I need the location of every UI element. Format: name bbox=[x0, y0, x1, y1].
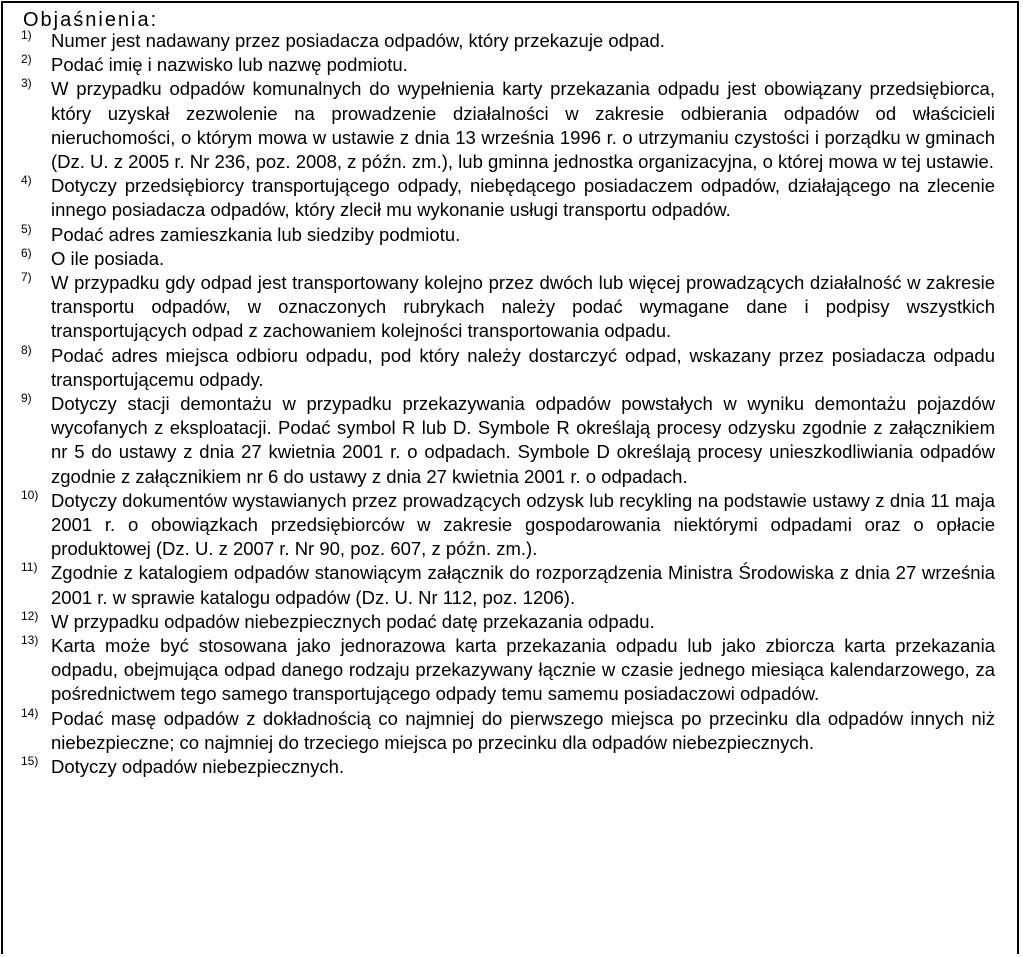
footnote-text: Dotyczy dokumentów wystawianych przez prowadzących odzysk lub recykling na podstawie ustawy z dnia 11 maja 2001 r. o obowiązkach przedsiębiorców w zakresie gospodarowania niektórymi odpadami oraz o opłacie produktowej (Dz. U. z 2007 r. Nr 90, poz. 607, z późn. zm.). bbox=[51, 489, 995, 560]
footnote-text: Zgodnie z katalogiem odpadów stanowiącym załącznik do rozporządzenia Ministra Środowiska z dnia 27 września 2001 r. w sprawie katalogu odpadów (Dz. U. Nr 112, poz. 1206). bbox=[51, 562, 995, 608]
footnote-item bbox=[21, 29, 995, 53]
footnote-number: 10) bbox=[21, 487, 39, 502]
footnote-number: 6) bbox=[21, 245, 32, 260]
footnote-number: 1) bbox=[21, 28, 32, 42]
footnote-text: Dotyczy odpadów niebezpiecznych. bbox=[51, 756, 345, 778]
footnote-number: 7) bbox=[21, 270, 32, 285]
footnote-item bbox=[21, 53, 995, 77]
footnote-number: 3) bbox=[21, 76, 32, 91]
footnote-item bbox=[21, 77, 995, 174]
footnote-number: 12) bbox=[21, 608, 39, 623]
footnote-text: W przypadku odpadów niebezpiecznych podać datę przekazania odpadu. bbox=[51, 610, 655, 632]
footnote-item bbox=[21, 707, 995, 755]
footnote-item bbox=[21, 271, 995, 344]
footnote-item bbox=[21, 174, 995, 222]
footnote-item bbox=[21, 634, 995, 707]
footnote-number: 4) bbox=[21, 173, 32, 188]
footnote-item bbox=[21, 344, 995, 392]
footnote-text: Podać imię i nazwisko lub nazwę podmiotu. bbox=[51, 54, 408, 76]
footnote-text: Dotyczy stacji demontażu w przypadku przekazywania odpadów powstałych w wyniku demontażu pojazdów wycofanych z eksploatacji. Podać symbol R lub D. Symbole R określają procesy odzysku zgodnie z załącznikiem nr 5 do ustawy z dnia 27 kwietnia 2001 r. o odpadach. Symbole D określają procesy unieszkodliwiania odpadów zgodnie z załącznikiem nr 6 do ustawy z dnia 27 kwietnia 2001 r. o odpadach. bbox=[51, 393, 995, 487]
footnote-number: 9) bbox=[21, 391, 32, 406]
footnote-item bbox=[21, 392, 995, 489]
footnote-number: 2) bbox=[21, 52, 32, 67]
footnotes-list bbox=[21, 29, 995, 779]
footnote-item bbox=[21, 223, 995, 247]
footnote-number: 14) bbox=[21, 705, 39, 720]
footnote-item bbox=[21, 247, 995, 271]
footnote-text: Dotyczy przedsiębiorcy transportującego odpady, niebędącego posiadaczem odpadów, działającego na zlecenie innego posiadacza odpadów, który zlecił mu wykonanie usługi transportu odpadów. bbox=[51, 175, 995, 221]
footnote-item bbox=[21, 755, 995, 779]
footnote-text: Podać adres zamieszkania lub siedziby podmiotu. bbox=[51, 223, 461, 245]
explanations-box bbox=[1, 1, 1019, 954]
footnote-text: Karta może być stosowana jako jednorazowa karta przekazania odpadu lub jako zbiorcza karta przekazania odpadu, obejmująca odpad danego rodzaju przekazywany łącznie w czasie jednego miesiąca kalendarzowego, za pośrednictwem tego samego transportującego odpady temu samemu posiadaczowi odpadów. bbox=[51, 635, 995, 705]
footnote-number: 13) bbox=[21, 633, 39, 648]
footnote-item bbox=[21, 610, 995, 634]
footnote-number: 15) bbox=[21, 754, 39, 769]
footnote-text: W przypadku odpadów komunalnych do wypełnienia karty przekazania odpadu jest obowiązany przedsiębiorca, który uzyskał zezwolenie na prowadzenie działalności w zakresie odbierania odpadów od właścicieli nieruchomości, o którym mowa w ustawie z dnia 13 września 1996 r. o utrzymaniu czystości i porządku w gminach (Dz. U. z 2005 r. Nr 236, poz. 2008, z późn. zm.), lub gminna jednostka organizacyjna, o której mowa w tej ustawie. bbox=[51, 78, 995, 173]
footnote-text: Podać adres miejsca odbioru odpadu, pod który należy dostarczyć odpad, wskazany przez posiadacza odpadu transportującemu odpady. bbox=[51, 344, 995, 390]
explanations-heading: Objaśnienia: bbox=[23, 9, 159, 31]
footnote-number: 5) bbox=[21, 221, 32, 236]
footnote-text: W przypadku gdy odpad jest transportowany kolejno przez dwóch lub więcej prowadzących działalność w zakresie transportu odpadów, w oznaczonych rubrykach należy podać wymagane dane i podpisy wszystkich transportujących odpad z zachowaniem kolejności transportowania odpadu. bbox=[51, 272, 995, 342]
footnote-item bbox=[21, 561, 995, 609]
footnote-text: Podać masę odpadów z dokładnością co najmniej do pierwszego miejsca po przecinku dla odpadów innych niż niebezpieczne; co najmniej do trzeciego miejsca po przecinku dla odpadów niebezpiecznych. bbox=[51, 707, 995, 753]
footnote-text: Numer jest nadawany przez posiadacza odpadów, który przekazuje odpad. bbox=[51, 30, 665, 51]
footnote-number: 11) bbox=[21, 560, 38, 575]
footnote-text: O ile posiada. bbox=[51, 247, 165, 269]
footnote-number: 8) bbox=[21, 342, 32, 357]
footnote-item bbox=[21, 489, 995, 562]
